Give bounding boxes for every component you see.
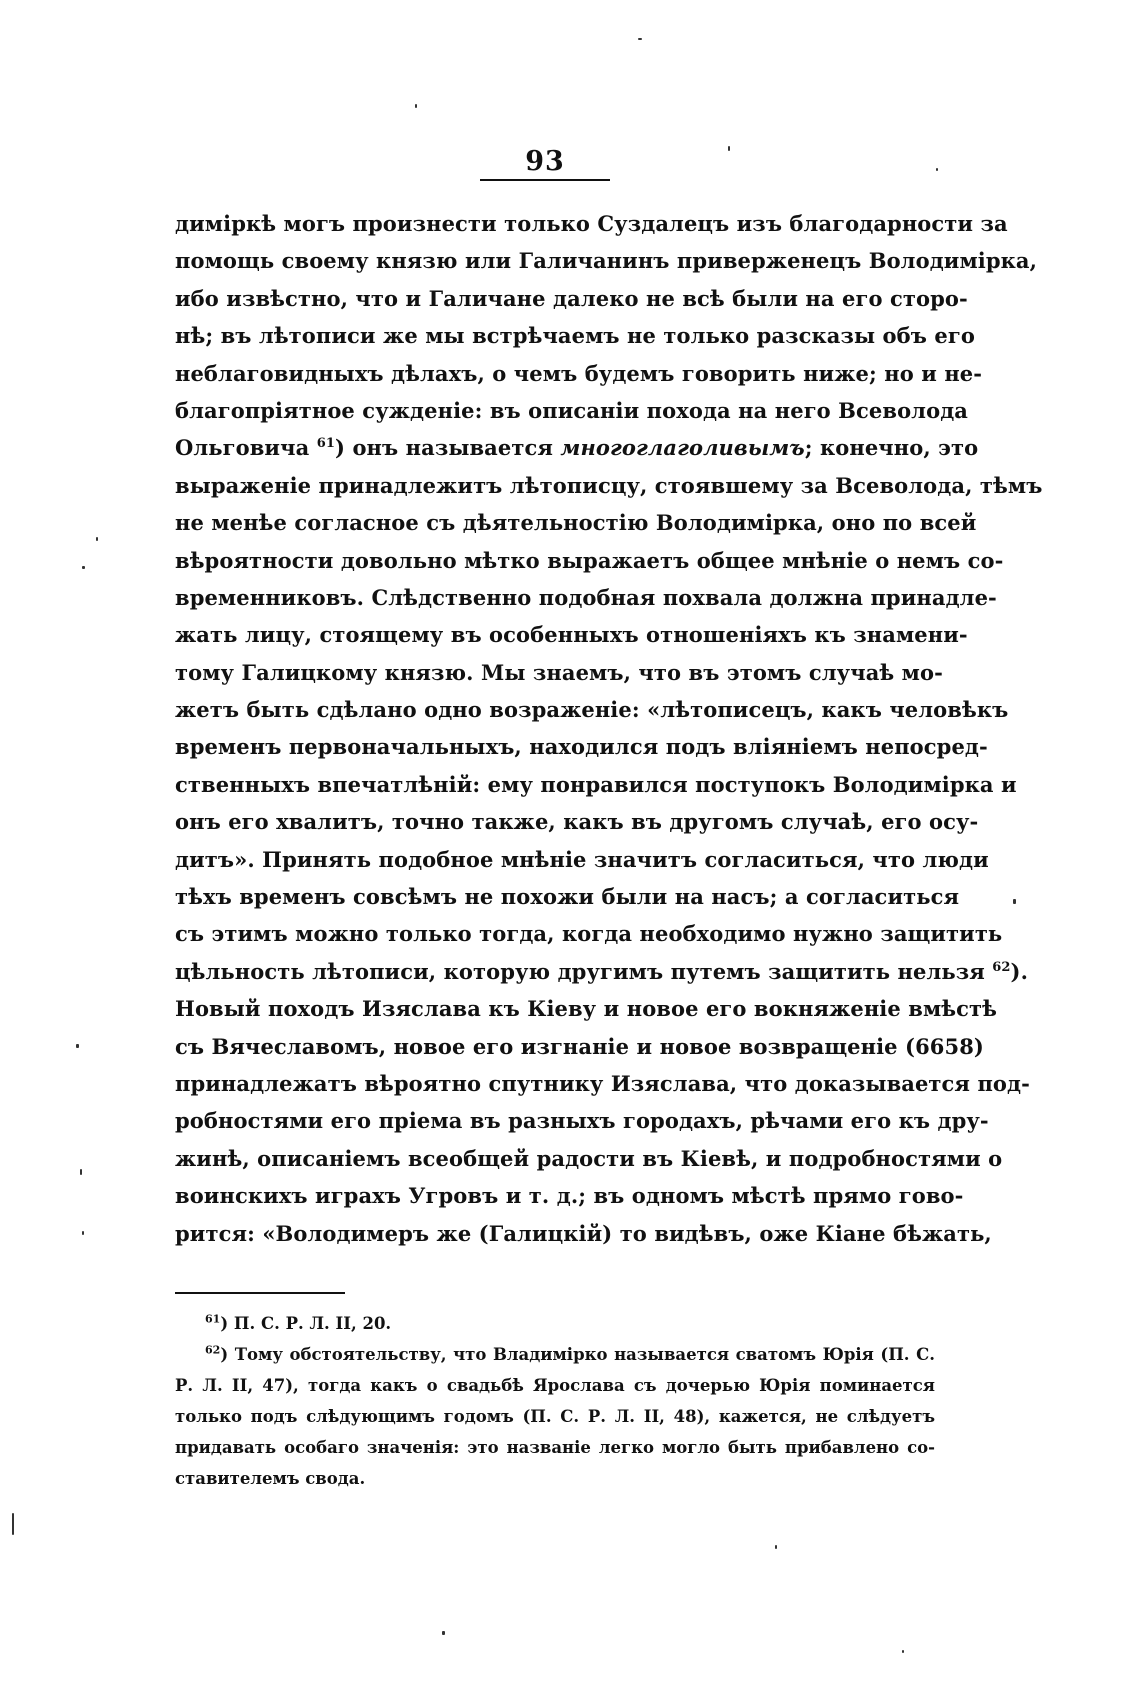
body-line-with-footnote: цѣльность лѣтописи, которую другимъ путемъ защитить нельзя $^{62}$). xyxy=(175,958,1029,984)
body-line: принадлежатъ вѣроятно спутнику Изяслава, что доказывается под- xyxy=(175,1070,1030,1096)
footnote-text: Тому обстоятельству, что Владимірко называется сватомъ Юрія (П. С. xyxy=(234,1345,935,1364)
scan-speck xyxy=(775,1545,777,1549)
body-line: тому Галицкому князю. Мы знаемъ, что въ этомъ случаѣ мо- xyxy=(175,659,943,685)
footnote-text-line: Р. Л. II, 47), тогда какъ о свадьбѣ Ярослава съ дочерью Юрія поминается xyxy=(175,1376,935,1395)
body-line: благопріятное сужденіе: въ описаніи похода на него Всеволода xyxy=(175,397,968,423)
body-line: неблаговидныхъ дѣлахъ, о чемъ будемъ говорить ниже; но и не- xyxy=(175,360,983,386)
scan-speck xyxy=(1013,899,1016,904)
body-line: съ Вячеславомъ, новое его изгнаніе и новое возвращеніе (6658) xyxy=(175,1033,984,1059)
body-line: помощь своему князю или Галичанинъ приверженецъ Володимірка, xyxy=(175,248,1038,274)
body-line: диміркѣ могъ произнести только Суздалецъ изъ благодарности за xyxy=(175,211,1008,236)
body-line: онъ его хвалитъ, точно также, какъ въ другомъ случаѣ, его осу- xyxy=(175,809,979,835)
body-line: съ этимъ можно только тогда, когда необходимо нужно защитить xyxy=(175,921,1003,947)
footnote-text-line: только подъ слѣдующимъ годомъ (П. С. Р. Л. II, 48), кажется, не слѣдуетъ xyxy=(175,1407,935,1426)
page-number-rule xyxy=(480,179,610,181)
body-line-tail: ; конечно, это xyxy=(804,435,979,461)
footnotes xyxy=(175,1308,935,1494)
footnote-text: П. С. Р. Л. II, 20. xyxy=(233,1314,392,1333)
body-line: тѣхъ временъ совсѣмъ не похожи были на насъ; а согласиться xyxy=(175,884,960,910)
footnote-62: $^{62}$) Тому обстоятельству, что Владимірко называется сватомъ Юрія (П. С. xyxy=(205,1343,935,1364)
body-line: жинѣ, описаніемъ всеобщей радости въ Кіевѣ, и подробностями о xyxy=(175,1145,1003,1171)
scan-speck xyxy=(638,38,642,40)
body-line-with-footnote: Ольговича $^{61}$) онъ называется многоглаголивымъ; конечно, это xyxy=(175,435,979,461)
body-line: выраженіе принадлежитъ лѣтописцу, стоявшему за Всеволода, тѣмъ xyxy=(175,472,1043,498)
footnote-marker: 61 xyxy=(205,1312,221,1326)
italic-emphasis: многоглаголивымъ xyxy=(560,435,805,461)
footnote-text-line: ставителемъ свода. xyxy=(175,1469,366,1488)
page-number: 93 xyxy=(525,146,565,177)
body-line: не менѣе согласное съ дѣятельностію Володимірка, оно по всей xyxy=(175,510,977,536)
footnote-rule xyxy=(175,1292,345,1294)
scan-speck xyxy=(442,1631,445,1635)
body-line-middle: онъ называется xyxy=(352,435,553,461)
body-line: жать лицу, стоящему въ особенныхъ отношеніяхъ къ знамени- xyxy=(175,622,968,648)
scan-speck xyxy=(96,537,98,541)
scan-speck xyxy=(415,104,417,108)
body-line: рится: «Володимеръ же (Галицкій) то видѣвъ, оже Кіане бѣжать, xyxy=(175,1220,992,1246)
footnote-text-line: придавать особаго значенія: это названіе легко могло быть прибавлено со- xyxy=(175,1438,935,1457)
scan-speck xyxy=(728,146,730,151)
scan-speck xyxy=(82,1231,84,1235)
body-line: ибо извѣстно, что и Галичане далеко не всѣ были на его сторо- xyxy=(175,285,968,311)
scan-speck xyxy=(936,168,938,171)
scan-speck xyxy=(76,1044,79,1048)
body-line: дитъ». Принять подобное мнѣніе значитъ согласиться, что люди xyxy=(175,846,989,872)
footnote-ref-61: 61 xyxy=(316,436,335,452)
body-line: вѣроятности довольно мѣтко выражаетъ общее мнѣніе о немъ со- xyxy=(175,547,1004,573)
body-line: временниковъ. Слѣдственно подобная похвала должна принадле- xyxy=(175,584,997,610)
scan-speck xyxy=(902,1650,904,1653)
body-line-start: Ольговича xyxy=(175,435,310,461)
footnote-ref-62: 62 xyxy=(992,959,1011,975)
scan-speck xyxy=(80,1169,82,1175)
body-line: ственныхъ впечатлѣній: ему понравился поступокъ Володимірка и xyxy=(175,771,1017,797)
body-line: нѣ; въ лѣтописи же мы встрѣчаемъ не только разсказы объ его xyxy=(175,323,975,349)
body-line: временъ первоначальныхъ, находился подъ вліяніемъ непосред- xyxy=(175,734,988,760)
body-line: жетъ быть сдѣлано одно возраженіе: «лѣтописецъ, какъ человѣкъ xyxy=(175,697,1009,723)
scan-speck xyxy=(12,1513,14,1535)
scan-speck xyxy=(82,566,85,569)
body-line: Новый походъ Изяслава къ Кіеву и новое его вокняженіе вмѣстѣ xyxy=(175,996,998,1022)
footnote-marker: 62 xyxy=(205,1343,221,1357)
main-body-text xyxy=(175,205,1043,1252)
body-line-tail: . xyxy=(1020,958,1029,984)
body-line: воинскихъ играхъ Угровъ и т. д.; въ одномъ мѣстѣ прямо гово- xyxy=(175,1183,964,1209)
body-line: робностями его пріема въ разныхъ городахъ, рѣчами его къ дру- xyxy=(175,1108,989,1134)
body-line-start: цѣльность лѣтописи, которую другимъ путемъ защитить нельзя xyxy=(175,958,985,984)
footnote-61: $^{61}$) П. С. Р. Л. II, 20. xyxy=(205,1312,392,1333)
